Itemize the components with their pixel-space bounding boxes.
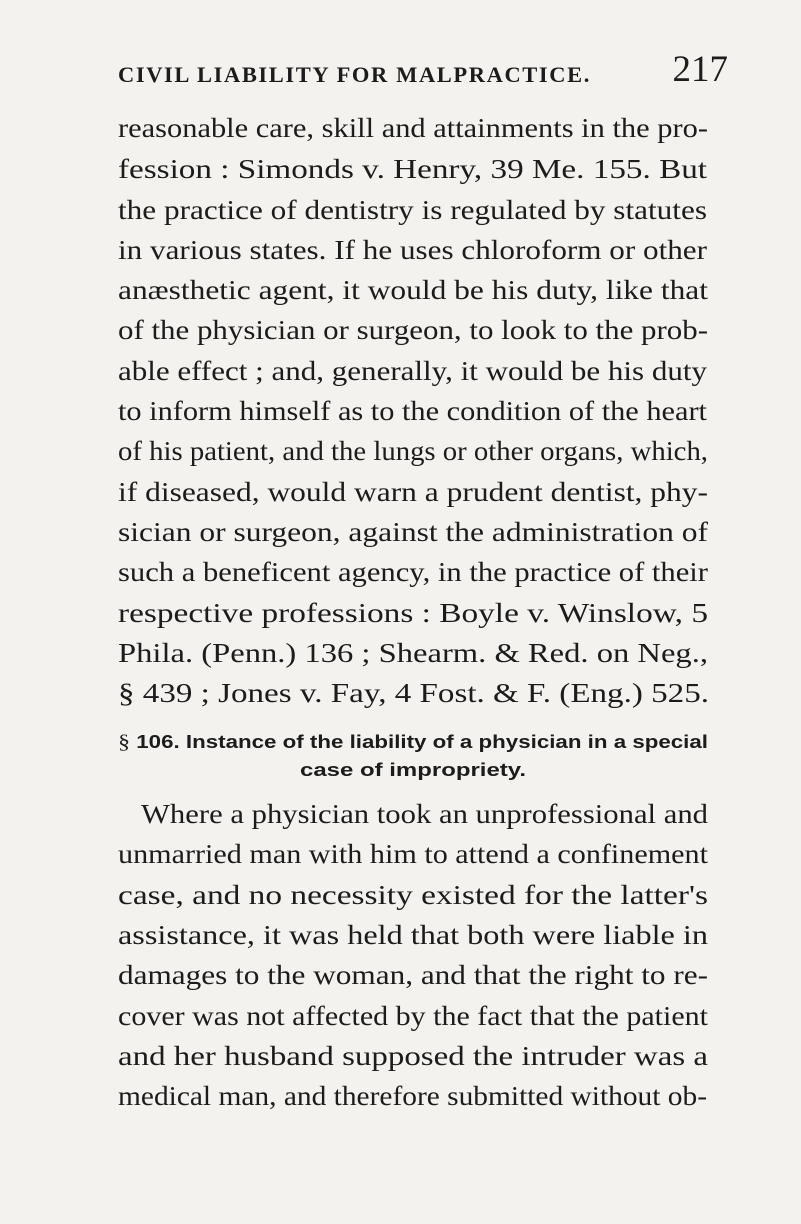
text-line: respective professions : Boyle v. Winslow, 5 — [118, 597, 708, 628]
text-line: fession : Simonds v. Henry, 39 Me. 155. But — [118, 153, 707, 184]
text-line: in various states. If he uses chloroform or other — [118, 234, 707, 265]
text-line: and her husband supposed the intruder was a — [118, 1040, 708, 1071]
text-line: sician or surgeon, against the administration of — [118, 516, 708, 547]
section-title: Instance of the liability of a physician in a special — [185, 731, 708, 752]
text-line: of his patient, and the lungs or other organs, which, — [118, 435, 708, 466]
text-line: the practice of dentistry is regulated by statutes — [118, 194, 707, 225]
text-line: assistance, it was held that both were liable in — [118, 919, 708, 950]
text-line: reasonable care, skill and attainments in the pro- — [118, 112, 708, 143]
text-line: able effect ; and, generally, it would be his duty — [118, 355, 707, 386]
section-symbol: § — [118, 731, 131, 753]
section-heading-line: case of impropriety. — [300, 759, 526, 780]
section-heading-line — [118, 730, 708, 754]
page-number: 217 — [672, 49, 728, 90]
running-title: CIVIL LIABILITY FOR MALPRACTICE. — [118, 62, 591, 87]
text-line: unmarried man with him to attend a confinement — [118, 838, 708, 869]
text-line: if diseased, would warn a prudent dentist, phy- — [118, 476, 708, 507]
text-line: Phila. (Penn.) 136 ; Shearm. & Red. on Neg., — [118, 637, 708, 668]
text-line: to inform himself as to the condition of the heart — [118, 395, 707, 426]
section-number: 106. — [136, 731, 180, 752]
text-line: anæsthetic agent, it would be his duty, like that — [118, 274, 708, 305]
text-line: damages to the woman, and that the right to re- — [118, 959, 708, 990]
text-line: cover was not affected by the fact that the patient — [118, 1000, 708, 1031]
text-line: of the physician or surgeon, to look to the prob- — [118, 314, 708, 345]
text-line: medical man, and therefore submitted without ob- — [118, 1080, 707, 1111]
text-line: such a beneficent agency, in the practice of their — [118, 556, 708, 587]
text-line: Where a physician took an unprofessional and — [141, 798, 708, 829]
running-head — [118, 49, 728, 90]
text-line: § 439 ; Jones v. Fay, 4 Fost. & F. (Eng.) 525. — [118, 677, 709, 708]
text-line: case, and no necessity existed for the latter's — [118, 879, 708, 910]
